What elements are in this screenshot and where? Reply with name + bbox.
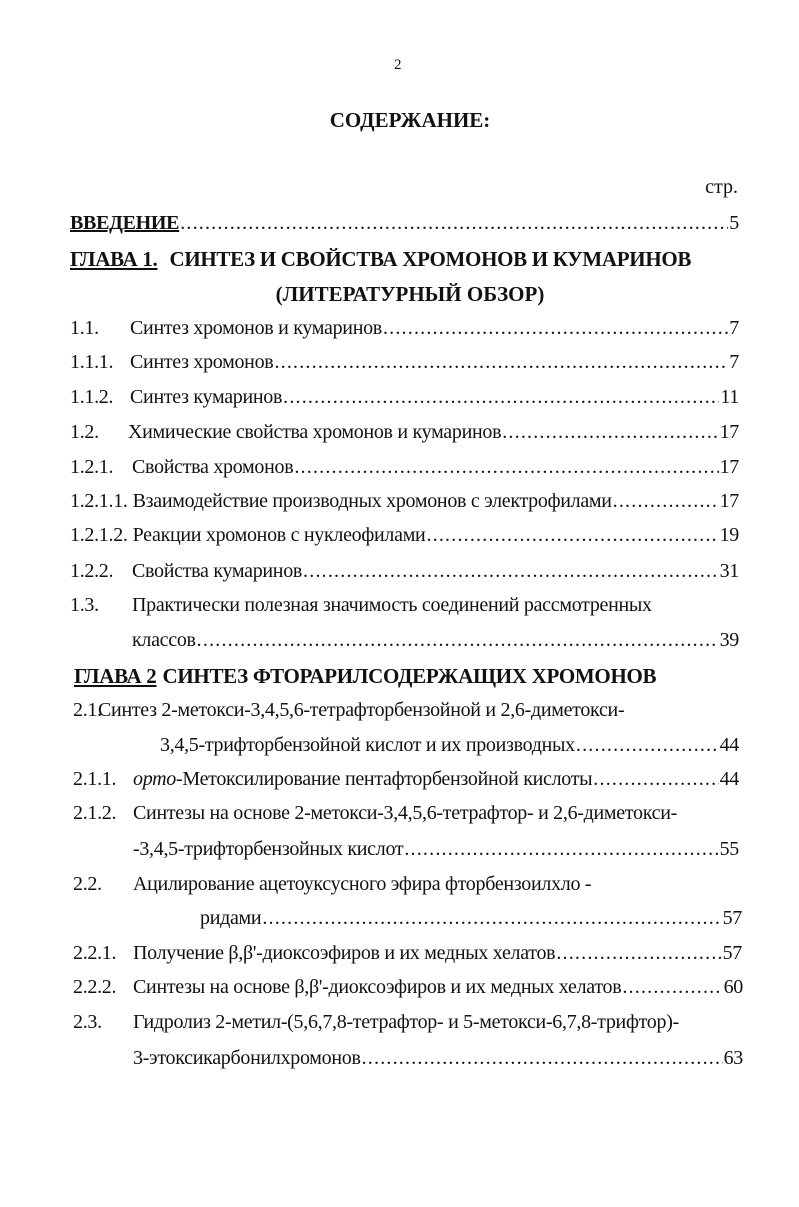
toc-text: Свойства хромонов <box>132 456 294 478</box>
toc-page: 5 <box>729 212 739 234</box>
leader-dots <box>283 386 719 409</box>
toc-num: 1.2.2. <box>70 560 114 582</box>
toc-page: 57 <box>722 942 742 964</box>
leader-dots <box>274 351 728 374</box>
chapter-label: ГЛАВА 2 <box>74 664 157 688</box>
leader-dots <box>426 524 718 547</box>
toc-entry-continuation <box>133 838 739 864</box>
toc-entry-continuation <box>160 734 739 760</box>
toc-entry <box>70 524 739 550</box>
leader-dots <box>622 976 722 999</box>
leader-dots <box>502 421 718 444</box>
page-number: 2 <box>394 57 402 73</box>
toc-entry <box>70 421 739 447</box>
toc-num: 1.3. <box>70 594 99 616</box>
toc-text: Ацилирование ацетоуксусного эфира фторбензоилхло - <box>133 873 592 895</box>
leader-dots <box>576 734 719 757</box>
toc-page: 7 <box>729 351 739 373</box>
toc-entry-continuation <box>132 629 739 655</box>
leader-dots <box>556 942 721 965</box>
toc-entry <box>70 386 739 412</box>
toc-page: 63 <box>723 1047 743 1069</box>
toc-page: 17 <box>719 421 739 443</box>
toc-num: 1.1.1. <box>70 351 114 373</box>
toc-num: 1.2. <box>70 421 99 443</box>
toc-entry <box>73 873 739 899</box>
toc-num: 1.1. <box>70 317 99 339</box>
toc-page: 17 <box>719 456 739 478</box>
leader-dots <box>197 629 719 652</box>
toc-entry <box>70 456 739 482</box>
leader-dots <box>383 317 728 340</box>
toc-text: Синтез 2-метокси-3,4,5,6-тетрафторбензойной и 2,6-диметокси- <box>98 699 625 721</box>
leader-dots <box>294 456 718 479</box>
toc-num: 2.1.2. <box>73 802 117 824</box>
toc-num: 2.2. <box>73 873 102 895</box>
toc-num: 2.2.2. <box>73 976 117 998</box>
toc-text: Практически полезная значимость соединений рассмотренных <box>132 594 652 616</box>
toc-intro-label: ВВЕДЕНИЕ <box>70 212 180 234</box>
toc-page: 39 <box>719 629 739 651</box>
toc-intro <box>70 212 739 238</box>
toc-text: Химические свойства хромонов и кумаринов <box>128 421 502 443</box>
toc-entry <box>73 802 749 828</box>
toc-text: Свойства кумаринов <box>132 560 303 582</box>
toc-entry-continuation <box>200 907 742 933</box>
leader-dots <box>613 490 719 513</box>
toc-entry <box>73 768 739 794</box>
page-column-label: стр. <box>705 176 738 198</box>
toc-num: 1.2.1.2. <box>70 524 128 546</box>
toc-page: 11 <box>720 386 739 408</box>
toc-num: 1.2.1. <box>70 456 114 478</box>
toc-page: 17 <box>719 490 739 512</box>
leader-dots <box>303 560 719 583</box>
toc-text: классов <box>132 629 196 651</box>
toc-page: 44 <box>719 734 739 756</box>
toc-text: Синтез кумаринов <box>130 386 283 408</box>
toc-text: Гидролиз 2-метил-(5,6,7,8-тетрафтор- и 5-метокси-6,7,8-трифтор)- <box>133 1011 679 1033</box>
toc-entry <box>70 490 739 516</box>
toc-entry <box>70 351 739 377</box>
toc-page: 55 <box>719 838 739 860</box>
toc-text: Синтезы на основе β,β'-диоксоэфиров и их медных хелатов <box>133 976 622 998</box>
toc-chapter-2 <box>74 664 739 690</box>
toc-text: Синтез хромонов и кумаринов <box>130 317 382 339</box>
toc-page: 7 <box>729 317 739 339</box>
toc-entry <box>73 976 743 1002</box>
toc-page: 44 <box>719 768 739 790</box>
toc-text: Получение β,β'-диоксоэфиров и их медных хелатов <box>133 942 556 964</box>
chapter-title: СИНТЕЗ ФТОРАРИЛСОДЕРЖАЩИХ ХРОМОНОВ <box>162 664 657 688</box>
toc-text: 3-этоксикарбонилхромонов <box>133 1047 361 1069</box>
toc-num: 2.2.1. <box>73 942 117 964</box>
toc-text: Синтезы на основе 2-метокси-3,4,5,6-тетрафтор- и 2,6-диметокси- <box>133 802 677 824</box>
toc-text: 3,4,5-трифторбензойной кислот и их производных <box>160 734 575 756</box>
toc-text-italic: орто <box>133 768 176 790</box>
toc-chapter-1 <box>70 247 739 273</box>
toc-num: 1.2.1.1. <box>70 490 128 512</box>
toc-num: 2.1. <box>73 699 102 721</box>
toc-page: 19 <box>719 524 739 546</box>
toc-entry-continuation <box>133 1047 743 1073</box>
leader-dots <box>404 838 718 861</box>
toc-entry <box>73 942 742 968</box>
leader-dots <box>362 1047 723 1070</box>
toc-page: 60 <box>723 976 743 998</box>
page-title: СОДЕРЖАНИЕ: <box>329 108 491 132</box>
toc-page: 31 <box>719 560 739 582</box>
chapter-subtitle: (ЛИТЕРАТУРНЫЙ ОБЗОР) <box>275 282 545 306</box>
toc-page: 57 <box>722 907 742 929</box>
chapter-label: ГЛАВА 1. <box>70 247 158 271</box>
toc-num: 1.1.2. <box>70 386 114 408</box>
toc-text: -3,4,5-трифторбензойных кислот <box>133 838 404 860</box>
toc-entry <box>73 699 739 725</box>
toc-text: Реакции хромонов с нуклеофилами <box>132 524 426 546</box>
leader-dots <box>180 212 728 235</box>
toc-entry <box>70 317 739 343</box>
toc-text: Взаимодействие производных хромонов с электрофилами <box>132 490 612 512</box>
toc-entry <box>73 1011 759 1037</box>
chapter-title: СИНТЕЗ И СВОЙСТВА ХРОМОНОВ И КУМАРИНОВ <box>169 247 692 271</box>
toc-entry <box>70 594 739 620</box>
leader-dots <box>593 768 718 791</box>
toc-num: 2.3. <box>73 1011 102 1033</box>
toc-num: 2.1.1. <box>73 768 117 790</box>
toc-text: Синтез хромонов <box>130 351 274 373</box>
toc-text: ридами <box>200 907 262 929</box>
leader-dots <box>262 907 721 930</box>
toc-entry <box>70 560 739 586</box>
toc-text: -Метоксилирование пентафторбензойной кислоты <box>175 768 593 790</box>
